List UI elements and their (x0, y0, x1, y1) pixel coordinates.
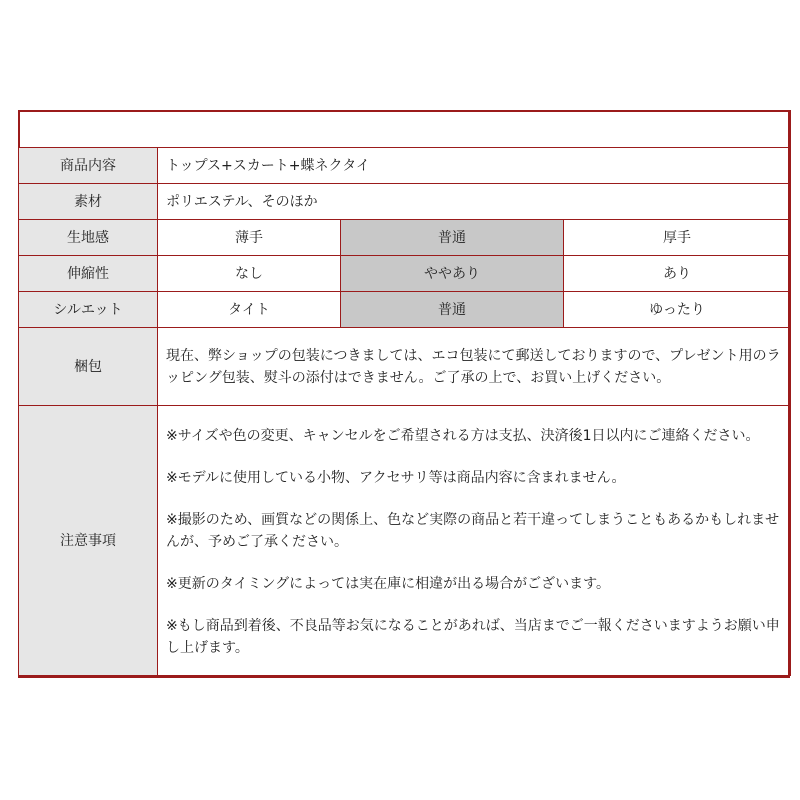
packaging-label: 梱包 (19, 328, 158, 406)
table-row-product-contents (19, 148, 791, 184)
table-row-material (19, 184, 791, 220)
note-item-accessories: ※モデルに使用している小物、アクセサリ等は商品内容に含まれません。 (166, 469, 626, 486)
table-row-packaging (19, 328, 791, 406)
packaging-text: 現在、弊ショップの包装につきましては、エコ包装にて郵送しておりますので、プレゼント用のラッピング包装、熨斗の添付はできません。ご了承の上で、お買い上げください。 (158, 328, 791, 406)
silhouette-label: シルエット (19, 292, 158, 328)
note-item-stock: ※更新のタイミングによっては実在庫に相違が出る場合がございます。 (166, 575, 611, 592)
material-label: 素材 (19, 184, 158, 220)
table-row-notes (19, 406, 791, 676)
stretch-option-yes: あり (564, 256, 791, 292)
note-item-cancel: ※サイズや色の変更、キャンセルをご希望される方は支払、決済後1日以内にご連絡ください。 (166, 427, 760, 444)
empty-header-cell (19, 111, 791, 148)
table-row-thickness (19, 220, 791, 256)
note-item-defect: ※もし商品到着後、不良品等お気になることがあれば、当店までご一報くださいますようお願い申し上げます。 (166, 617, 780, 656)
thickness-option-thin: 薄手 (158, 220, 341, 256)
notes-cell (158, 406, 791, 676)
note-item-color: ※撮影のため、画質などの関係上、色など実際の商品と若干違ってしまうこともあるかもしれませんが、予めご了承ください。 (166, 511, 780, 550)
stretch-label: 伸縮性 (19, 256, 158, 292)
notes-label: 注意事項 (19, 406, 158, 676)
thickness-option-thick: 厚手 (564, 220, 791, 256)
silhouette-option-normal-selected: 普通 (341, 292, 564, 328)
table-row-stretch (19, 256, 791, 292)
table-row-silhouette (19, 292, 791, 328)
stretch-option-slight-selected: ややあり (341, 256, 564, 292)
table-header-empty-row (19, 111, 791, 148)
silhouette-option-loose: ゆったり (564, 292, 791, 328)
product-contents-value: トップス+スカート+蝶ネクタイ (158, 148, 791, 184)
thickness-label: 生地感 (19, 220, 158, 256)
silhouette-option-tight: タイト (158, 292, 341, 328)
stretch-option-none: なし (158, 256, 341, 292)
product-contents-label: 商品内容 (19, 148, 158, 184)
material-value: ポリエステル、そのほか (158, 184, 791, 220)
thickness-option-normal-selected: 普通 (341, 220, 564, 256)
product-spec-table (18, 110, 791, 676)
